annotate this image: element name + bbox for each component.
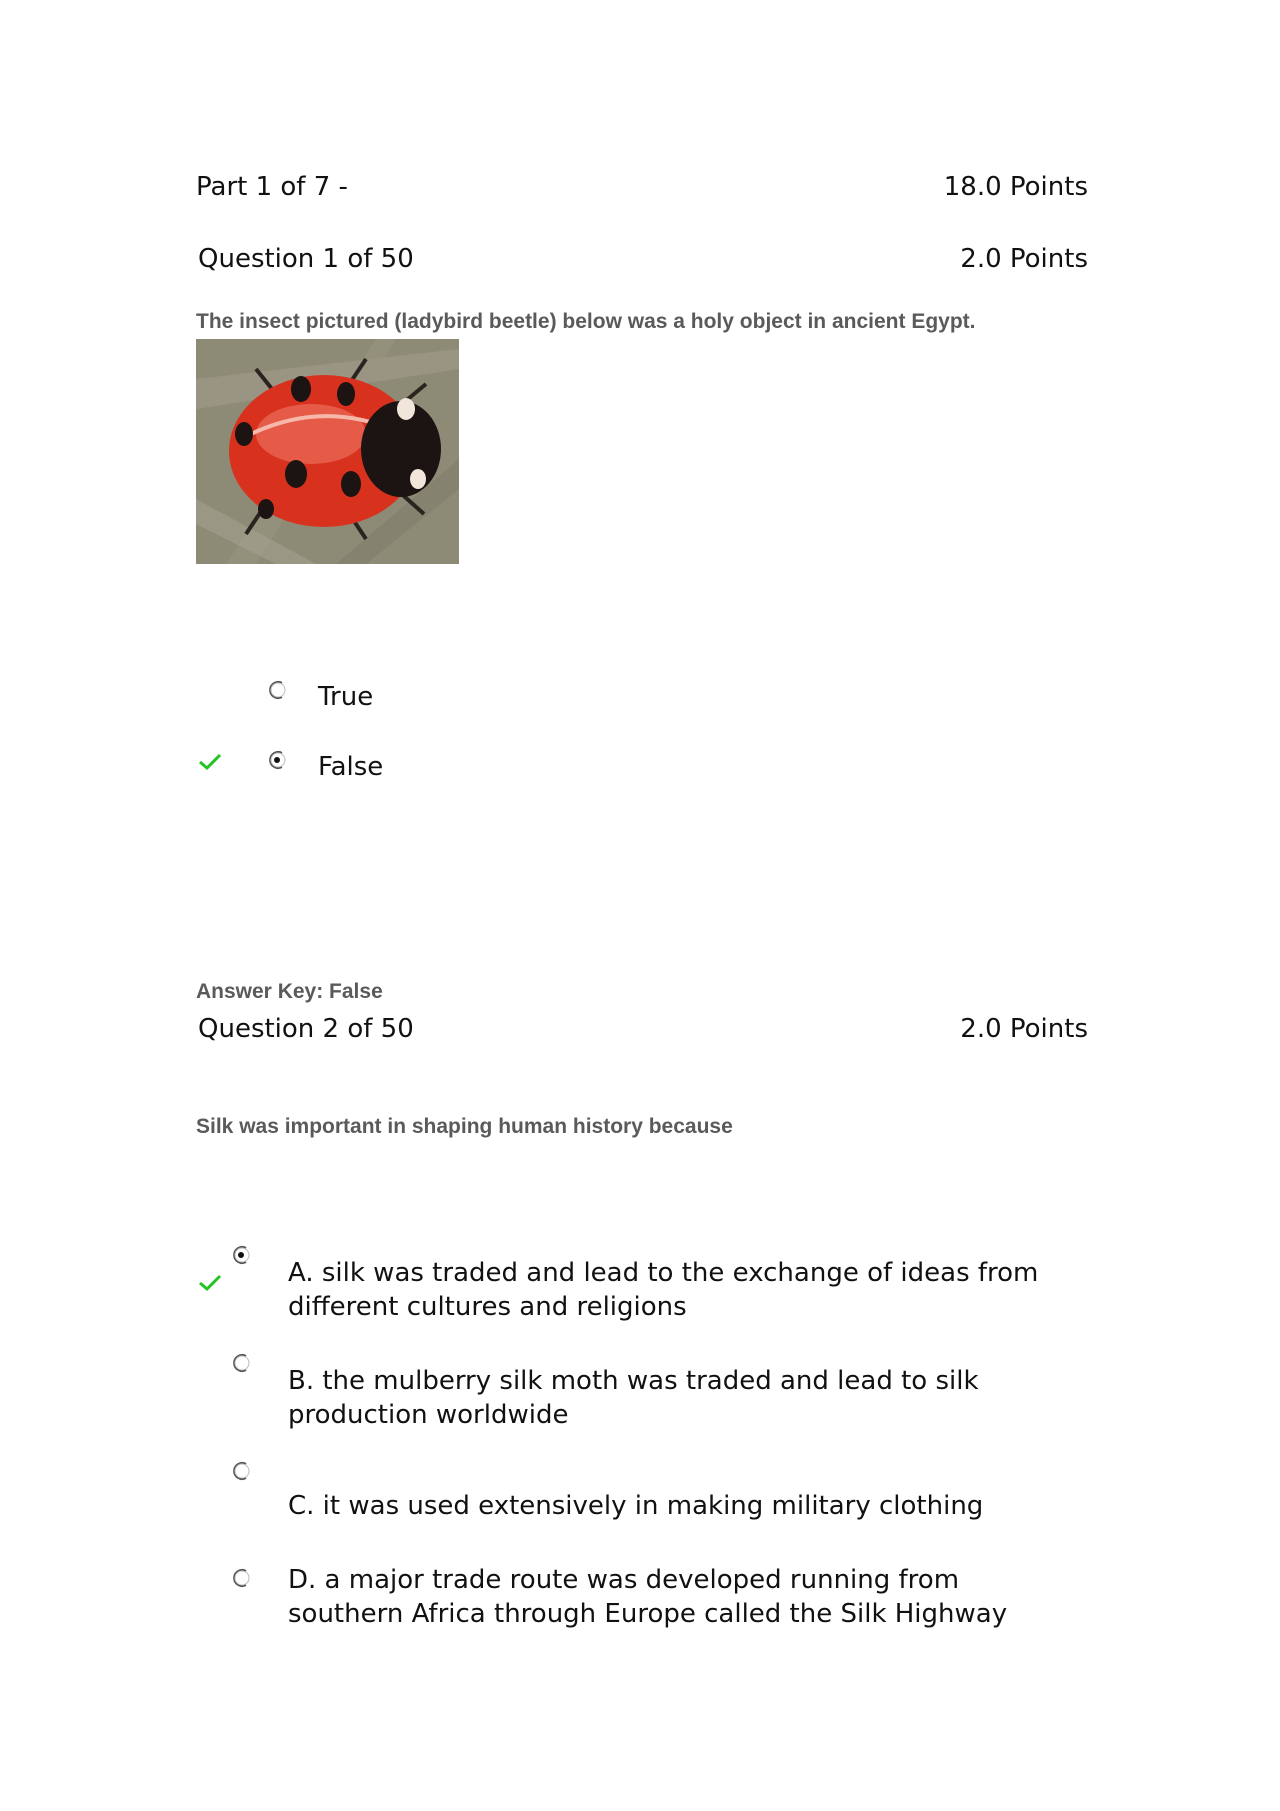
question-1-header: Question 1 of 50 bbox=[198, 244, 414, 274]
question-1-option-false-label: False bbox=[318, 752, 384, 782]
question-2-option-a-label: A. silk was traded and lead to the exchange of ideas from different cultures and religions bbox=[288, 1258, 1039, 1322]
question-1-correct-check-icon bbox=[198, 752, 222, 772]
ladybird-image bbox=[196, 339, 459, 564]
question-1-points: 2.0 Points bbox=[960, 244, 1088, 274]
question-2-option-b-label: B. the mulberry silk moth was traded and lead to silk production worldwide bbox=[288, 1366, 979, 1430]
part-label: Part 1 of 7 - bbox=[196, 172, 348, 202]
part-points: 18.0 Points bbox=[943, 172, 1088, 202]
question-2-option-c-radio[interactable] bbox=[232, 1461, 252, 1481]
question-1-prompt: The insect pictured (ladybird beetle) below was a holy object in ancient Egypt. bbox=[196, 310, 976, 333]
question-1-option-true-radio[interactable] bbox=[268, 680, 288, 700]
question-2-option-a-radio[interactable] bbox=[232, 1245, 252, 1265]
question-2-option-b-radio[interactable] bbox=[232, 1353, 252, 1373]
question-1-option-false-radio[interactable] bbox=[268, 750, 288, 770]
question-2-option-d-radio[interactable] bbox=[232, 1568, 252, 1588]
question-2-correct-check-icon bbox=[198, 1273, 222, 1293]
question-1-answer-key: Answer Key: False bbox=[196, 980, 383, 1003]
question-1-option-true-label: True bbox=[318, 682, 374, 712]
question-2-points: 2.0 Points bbox=[960, 1014, 1088, 1044]
question-2-option-d-label: D. a major trade route was developed running from southern Africa through Europe called the Silk Highway bbox=[288, 1565, 1008, 1629]
question-2-header: Question 2 of 50 bbox=[198, 1014, 414, 1044]
question-2-prompt: Silk was important in shaping human history because bbox=[196, 1115, 733, 1138]
question-2-option-c-label: C. it was used extensively in making military clothing bbox=[288, 1491, 984, 1521]
